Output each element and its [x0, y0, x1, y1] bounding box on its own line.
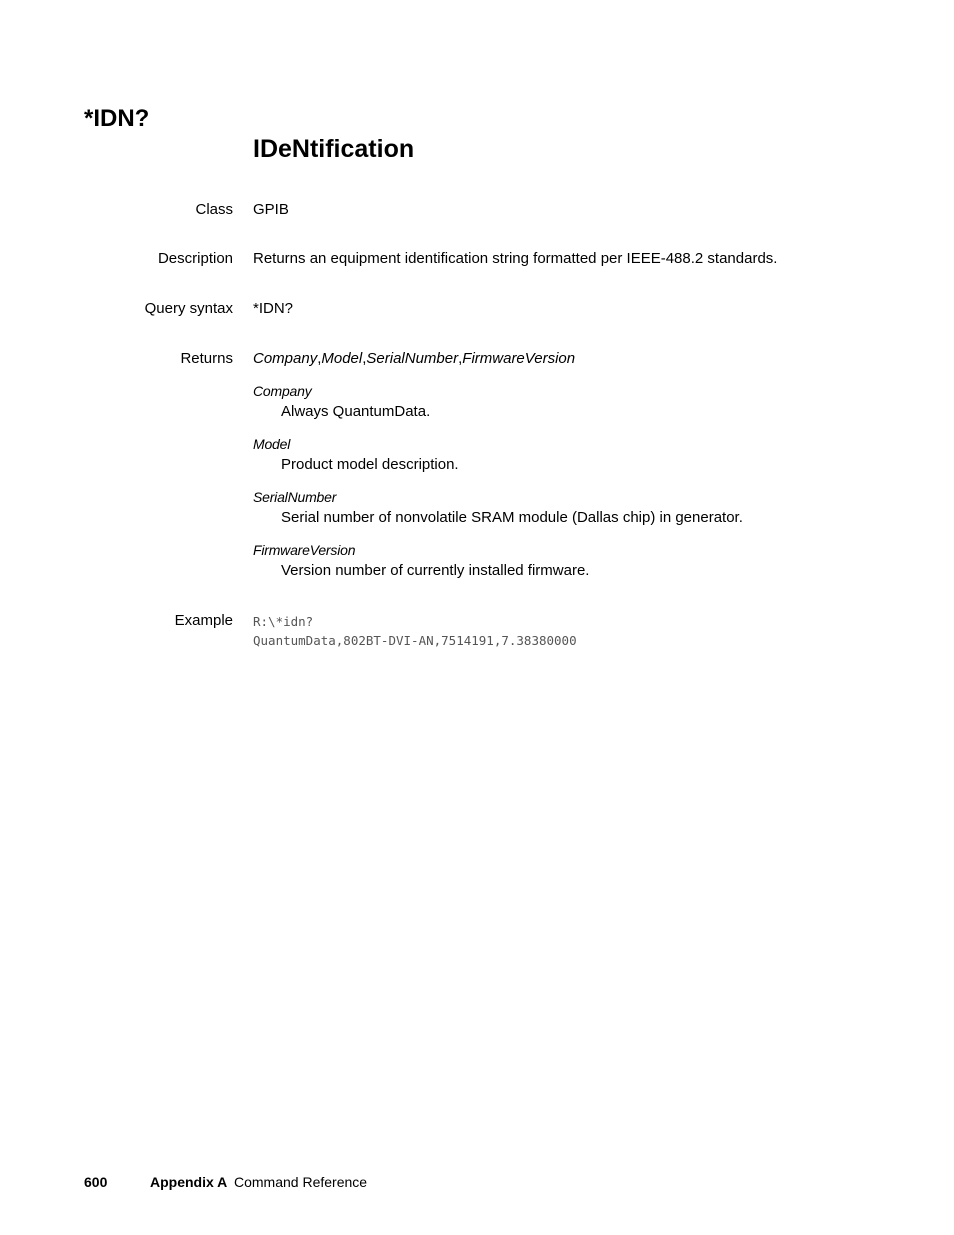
- footer-appendix: Appendix A: [150, 1174, 228, 1190]
- return-def-model: Product model description.: [281, 456, 459, 473]
- example-code-line: R:\*idn?: [253, 614, 314, 629]
- footer-section: Command Reference: [234, 1174, 368, 1190]
- returns-value: [253, 349, 575, 369]
- return-def-serialnumber: Serial number of nonvolatile SRAM module (Dallas chip) in generator.: [281, 509, 743, 526]
- return-term-model: Model: [253, 436, 291, 452]
- footer-page-number: 600: [84, 1174, 108, 1190]
- example-label: Example: [174, 612, 233, 629]
- returns-sep: ,: [362, 350, 367, 367]
- query-syntax-label: Query syntax: [144, 300, 233, 317]
- returns-sep: ,: [317, 350, 322, 367]
- return-term-company: Company: [253, 383, 312, 399]
- page-title: IDeNtification: [253, 135, 415, 163]
- example-code-line: QuantumData,802BT-DVI-AN,7514191,7.38380000: [253, 633, 577, 648]
- return-def-firmwareversion: Version number of currently installed firmware.: [281, 562, 590, 579]
- returns-serial: SerialNumber: [366, 350, 459, 367]
- return-term-firmwareversion: FirmwareVersion: [253, 542, 356, 558]
- description-value: Returns an equipment identification string formatted per IEEE-488.2 standards.: [253, 250, 778, 267]
- class-value: GPIB: [253, 201, 289, 218]
- query-syntax-value: *IDN?: [253, 300, 294, 317]
- command-heading: *IDN?: [84, 105, 150, 132]
- return-term-serialnumber: SerialNumber: [253, 489, 337, 505]
- returns-sep: ,: [458, 350, 463, 367]
- description-label: Description: [157, 250, 233, 267]
- returns-label: Returns: [180, 350, 233, 367]
- return-def-company: Always QuantumData.: [281, 403, 431, 420]
- returns-company: Company: [253, 350, 318, 367]
- returns-firmware: FirmwareVersion: [462, 350, 576, 367]
- class-label: Class: [195, 201, 233, 218]
- returns-model: Model: [321, 350, 363, 367]
